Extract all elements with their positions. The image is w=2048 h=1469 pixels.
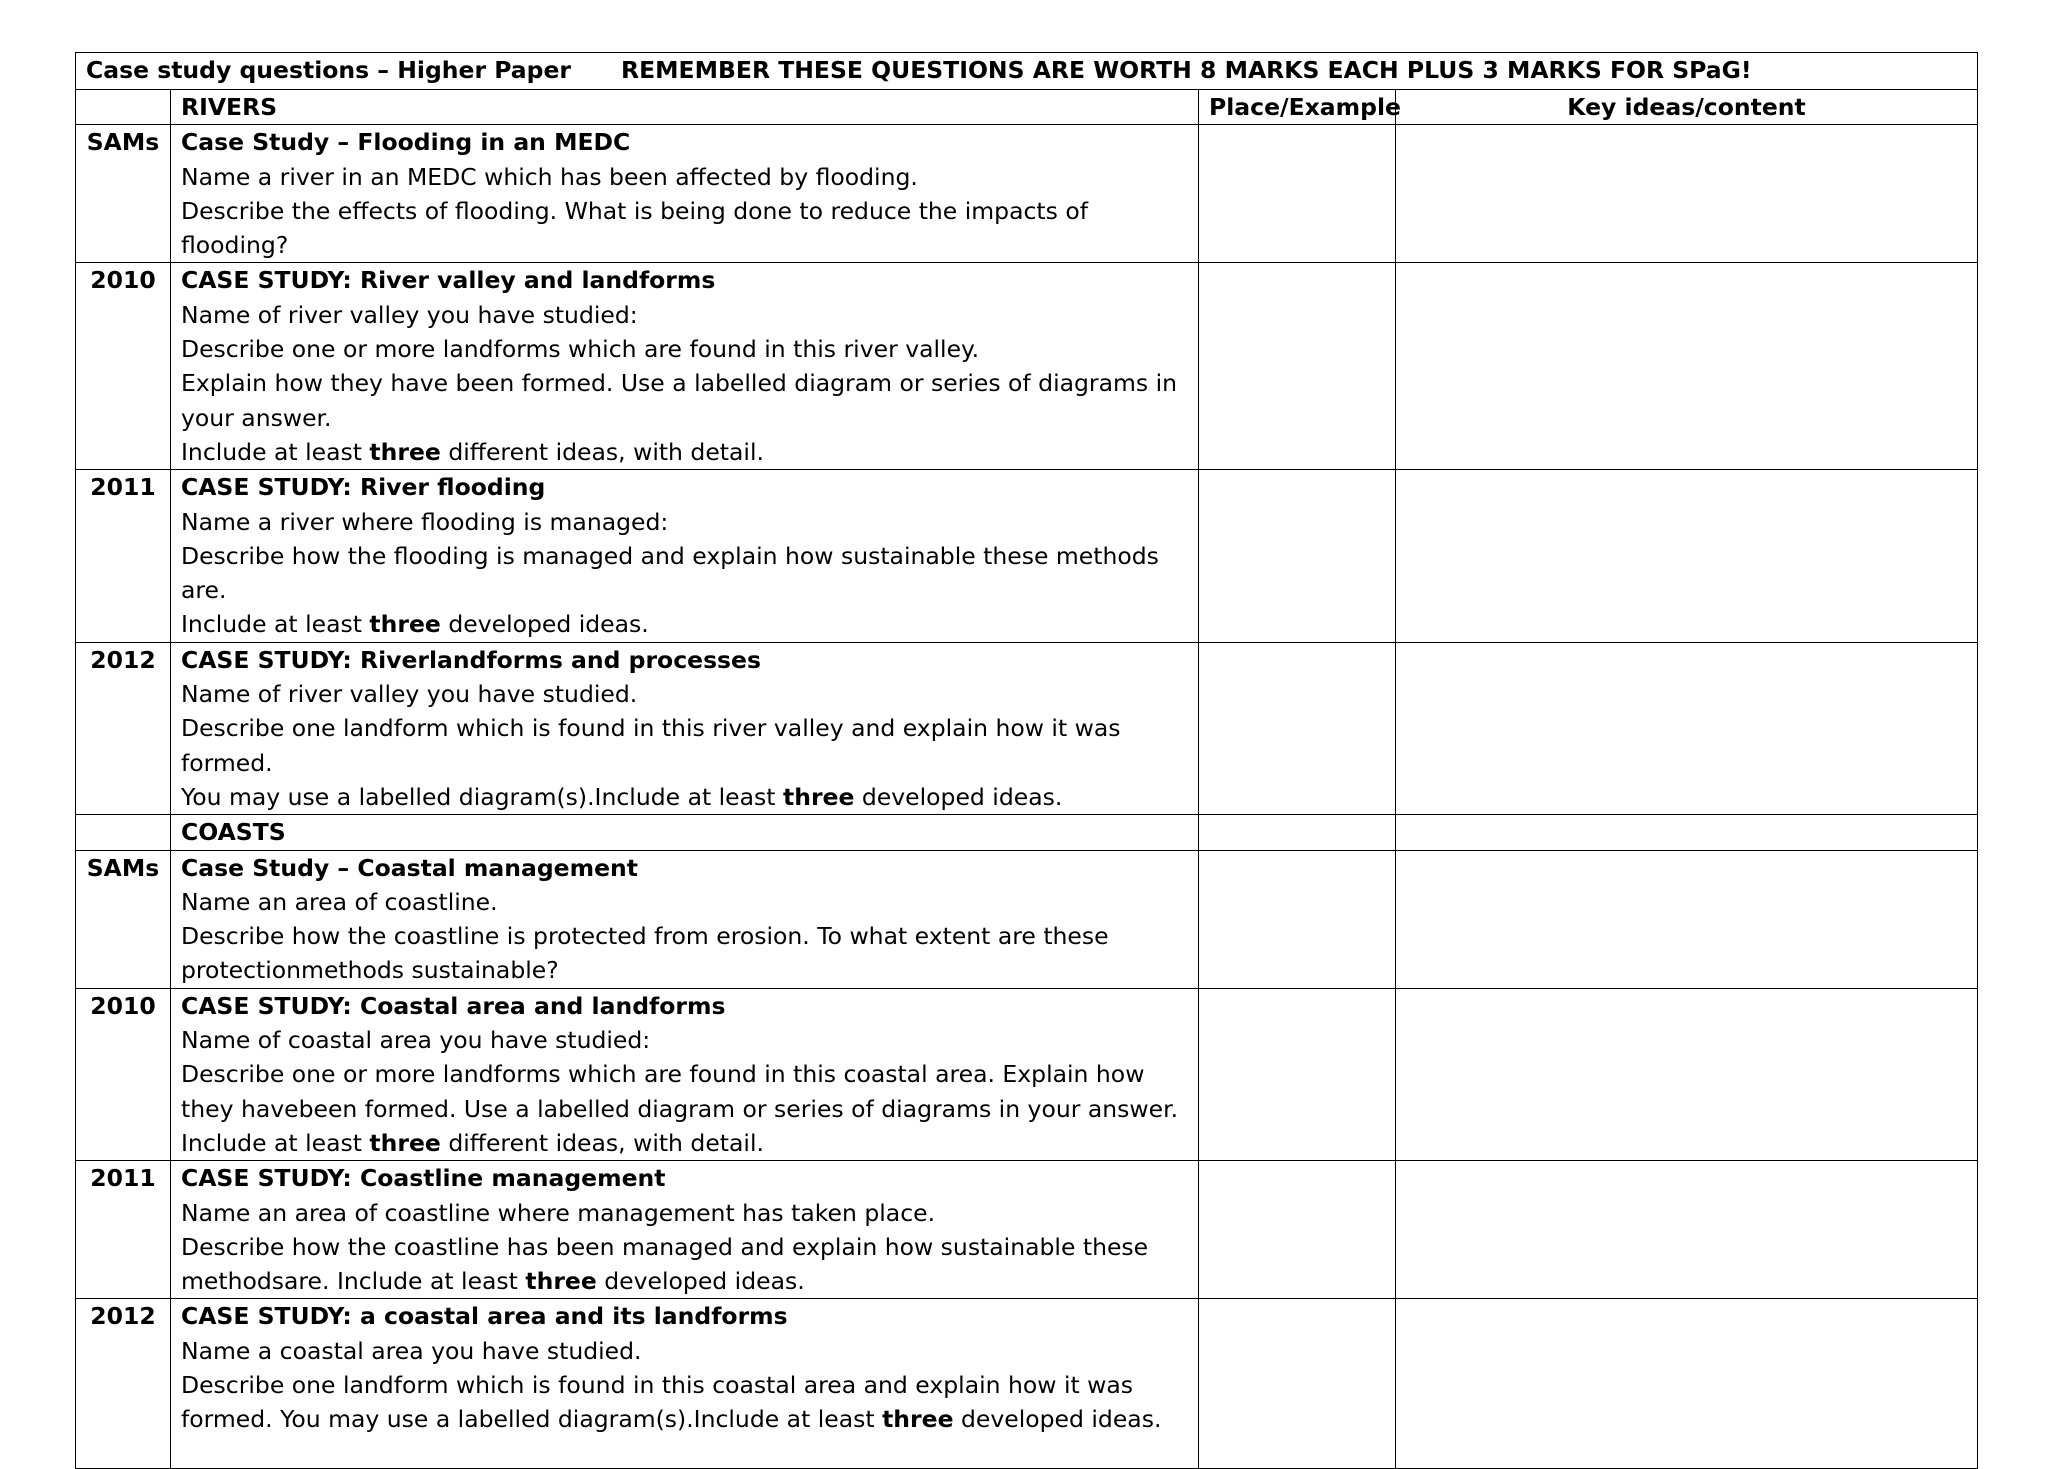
title-left: Case study questions – Higher Paper: [86, 56, 572, 84]
question-title: CASE STUDY: a coastal area and its landforms: [181, 1302, 788, 1331]
question-line: Describe one landform which is found in this river valley and explain how it was formed.: [181, 714, 1121, 777]
question-text: Describe one landform which is found in this coastal area and explain how it was formed. You may use a labelled diagram(s).Include at least: [181, 1370, 1134, 1434]
emphasis-word: three: [369, 437, 441, 466]
question-line: Explain how they have been formed. Use a labelled diagram or series of diagrams in your answer.: [181, 369, 1178, 432]
place-cell[interactable]: [1199, 988, 1396, 1160]
year-label: 2012: [76, 642, 171, 814]
column-header-place: Place/Example: [1199, 90, 1396, 125]
question-line: [181, 435, 1188, 469]
key-ideas-cell[interactable]: [1396, 263, 1978, 470]
question-line: Name of river valley you have studied.: [181, 680, 638, 709]
place-cell[interactable]: [1199, 1161, 1396, 1299]
table-row: [76, 988, 1978, 1160]
question-line: Name a river in an MEDC which has been affected by flooding.: [181, 162, 918, 191]
question-line: Describe how the coastline is protected from erosion. To what extent are these protectionmethods sustainable?: [181, 922, 1109, 985]
question-text: You may use a labelled diagram(s).Include at least: [181, 782, 783, 811]
year-label: SAMs: [76, 125, 171, 263]
table-row: [76, 1299, 1978, 1469]
question-line: Name an area of coastline.: [181, 887, 498, 916]
question-text: developed ideas.: [440, 610, 649, 639]
question-line: Describe one or more landforms which are found in this coastal area. Explain how they havebeen formed. Use a labelled diagram or series of diagrams in your answer.: [181, 1060, 1179, 1123]
question-line: [181, 780, 1188, 814]
question-title: Case Study – Flooding in an MEDC: [181, 128, 631, 157]
question-line: [181, 1368, 1188, 1437]
question-line: Name an area of coastline where management has taken place.: [181, 1198, 936, 1227]
coasts-section: [76, 850, 1978, 1469]
question-line: Name a river where flooding is managed:: [181, 507, 669, 536]
year-label: 2010: [76, 988, 171, 1160]
key-ideas-cell[interactable]: [1396, 1299, 1978, 1469]
question-text: Include at least: [181, 610, 370, 639]
place-cell[interactable]: [1199, 1299, 1396, 1469]
question-text: different ideas, with detail.: [440, 1128, 764, 1157]
question-title: CASE STUDY: Riverlandforms and processes: [181, 645, 761, 674]
question-title: CASE STUDY: River flooding: [181, 473, 546, 502]
key-ideas-cell[interactable]: [1396, 642, 1978, 814]
question-cell: [171, 125, 1199, 263]
question-text: developed ideas.: [596, 1267, 805, 1296]
key-ideas-cell[interactable]: [1396, 850, 1978, 988]
table-row: [76, 1161, 1978, 1299]
place-cell[interactable]: [1199, 642, 1396, 814]
emphasis-word: three: [369, 1128, 441, 1157]
year-label: 2011: [76, 1161, 171, 1299]
section-empty-cell: [76, 815, 171, 850]
question-line: Describe one or more landforms which are found in this river valley.: [181, 335, 980, 364]
question-line: Describe how the flooding is managed and explain how sustainable these methods are.: [181, 541, 1159, 605]
header-empty-cell: [76, 90, 171, 125]
emphasis-word: three: [525, 1267, 597, 1296]
year-label: SAMs: [76, 850, 171, 988]
place-cell[interactable]: [1199, 470, 1396, 642]
section-heading-coasts: COASTS: [171, 815, 1199, 850]
rivers-section: [76, 125, 1978, 815]
table-row: [76, 470, 1978, 642]
table-row: [76, 263, 1978, 470]
question-line: Name of river valley you have studied:: [181, 300, 638, 329]
page-title: [76, 53, 1978, 90]
key-ideas-cell[interactable]: [1396, 1161, 1978, 1299]
question-cell: [171, 642, 1199, 814]
place-cell[interactable]: [1199, 263, 1396, 470]
key-ideas-cell[interactable]: [1396, 125, 1978, 263]
question-text: Include at least: [181, 437, 370, 466]
question-line: Name a coastal area you have studied.: [181, 1336, 642, 1365]
question-title: CASE STUDY: Coastline management: [181, 1164, 666, 1193]
key-ideas-cell[interactable]: [1396, 815, 1978, 850]
question-line: [181, 1230, 1188, 1299]
column-header-key-ideas: Key ideas/content: [1396, 90, 1978, 125]
place-cell[interactable]: [1199, 815, 1396, 850]
question-title: CASE STUDY: Coastal area and landforms: [181, 991, 726, 1020]
question-line: [181, 1126, 1188, 1160]
emphasis-word: three: [369, 610, 441, 639]
question-cell: [171, 263, 1199, 470]
place-cell[interactable]: [1199, 125, 1396, 263]
year-label: 2012: [76, 1299, 171, 1469]
question-cell: [171, 988, 1199, 1160]
question-cell: [171, 1161, 1199, 1299]
question-cell: [171, 850, 1199, 988]
key-ideas-cell[interactable]: [1396, 470, 1978, 642]
question-line: [181, 607, 1188, 641]
case-study-table: [75, 52, 1978, 1469]
coasts-heading-row: [76, 815, 1978, 850]
question-title: Case Study – Coastal management: [181, 853, 638, 882]
question-text: different ideas, with detail.: [440, 437, 764, 466]
question-cell: [171, 1299, 1199, 1469]
table-row: [76, 642, 1978, 814]
year-label: 2010: [76, 263, 171, 470]
question-cell: [171, 470, 1199, 642]
title-row: [76, 53, 1978, 90]
title-reminder: REMEMBER THESE QUESTIONS ARE WORTH 8 MARKS EACH PLUS 3 MARKS FOR SPaG!: [621, 56, 1752, 84]
key-ideas-cell[interactable]: [1396, 988, 1978, 1160]
section-heading-rivers: RIVERS: [171, 90, 1199, 125]
question-text: Describe how the coastline has been managed and explain how sustainable these methodsare. Include at least: [181, 1232, 1149, 1296]
place-cell[interactable]: [1199, 850, 1396, 988]
question-text: Include at least: [181, 1128, 370, 1157]
emphasis-word: three: [882, 1405, 954, 1434]
header-row: [76, 90, 1978, 125]
table-row: [76, 850, 1978, 988]
question-line: Describe the effects of flooding. What is being done to reduce the impacts of flooding?: [181, 196, 1088, 260]
question-line: Name of coastal area you have studied:: [181, 1026, 651, 1055]
question-text: developed ideas.: [953, 1405, 1162, 1434]
question-text: developed ideas.: [854, 782, 1063, 811]
year-label: 2011: [76, 470, 171, 642]
question-title: CASE STUDY: River valley and landforms: [181, 266, 716, 295]
table-row: [76, 125, 1978, 263]
emphasis-word: three: [782, 782, 855, 811]
